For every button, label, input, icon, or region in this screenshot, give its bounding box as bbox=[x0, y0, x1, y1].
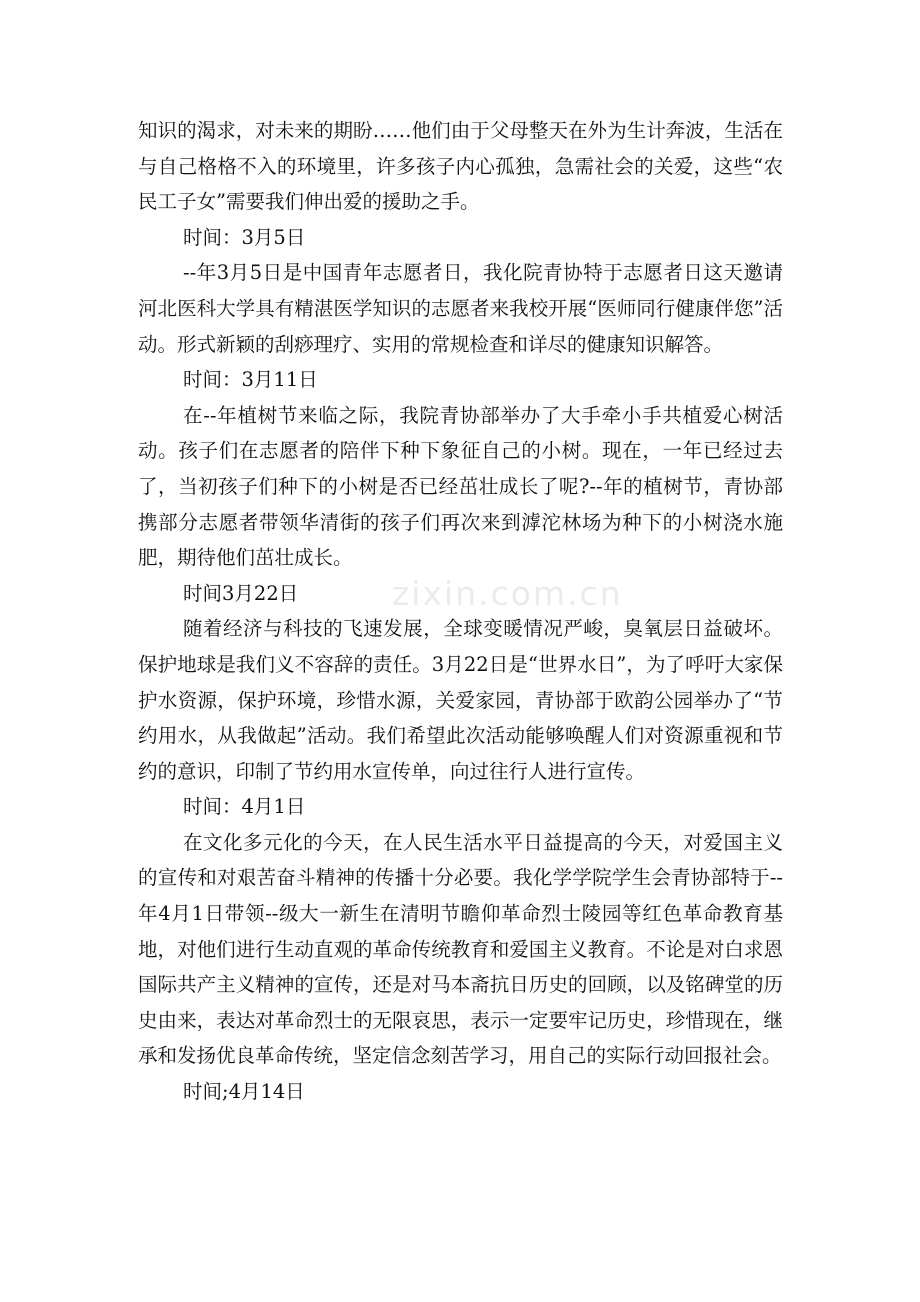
watermark: zixin.com.cn bbox=[392, 574, 623, 613]
date-heading-march-11: 时间：3月11日 bbox=[183, 368, 318, 392]
date-heading-april-1: 时间：4月1日 bbox=[183, 795, 306, 819]
date-heading-april-14: 时间;4月14日 bbox=[183, 1080, 305, 1104]
paragraph-volunteer-day: --年3月5日是中国青年志愿者日，我化院青协特于志愿者日这天邀请河北医科大学具有精湛医学知识的志愿者来我校开展“医师同行健康伴您”活动。形式新颖的刮痧理疗、实用的常规检查和详尽的健康知识解答。 bbox=[138, 261, 783, 356]
date-heading-march-5: 时间：3月5日 bbox=[183, 225, 306, 249]
date-heading-march-22: 时间3月22日 bbox=[183, 581, 299, 605]
paragraph-tree-planting: 在--年植树节来临之际，我院青协部举办了大手牵小手共植爱心树活动。孩子们在志愿者的陪伴下种下象征自己的小树。现在，一年已经过去了，当初孩子们种下的小树是否已经茁壮成长了呢?--年的植树节，青协部携部分志愿者带领华清街的孩子们再次来到滹沱林场为种下的小树浇水施肥，期待他们茁壮成长。 bbox=[138, 403, 783, 570]
paragraph-intro-continuation: 知识的渴求，对未来的期盼……他们由于父母整天在外为生计奔波，生活在与自己格格不入的环境里，许多孩子内心孤独，急需社会的关爱，这些“农民工子女”需要我们伸出爱的援助之手。 bbox=[138, 119, 783, 214]
paragraph-world-water-day: 随着经济与科技的飞速发展，全球变暖情况严峻，臭氧层日益破坏。保护地球是我们义不容辞的责任。3月22日是“世界水日”，为了呼吁大家保护水资源，保护环境，珍惜水源，关爱家园，青协部于欧韵公园举办了“节约用水，从我做起”活动。我们希望此次活动能够唤醒人们对资源重视和节约的意识，印制了节约用水宣传单，向过往行人进行宣传。 bbox=[138, 617, 783, 783]
paragraph-patriotic-education: 在文化多元化的今天，在人民生活水平日益提高的今天，对爱国主义的宣传和对艰苦奋斗精神的传播十分必要。我化学学院学生会青协部特于--年4月1日带领--级大一新生在清明节瞻仰革命烈士陵园等红色革命教育基地，对他们进行生动直观的革命传统教育和爱国主义教育。不论是对白求恩国际共产主义精神的宣传，还是对马本斋抗日历史的回顾，以及铭碑堂的历史由来，表达对革命烈士的无限哀思，表示一定要牢记历史，珍惜现在，继承和发扬优良革命传统，坚定信念刻苦学习，用自己的实际行动回报社会。 bbox=[138, 830, 783, 1068]
